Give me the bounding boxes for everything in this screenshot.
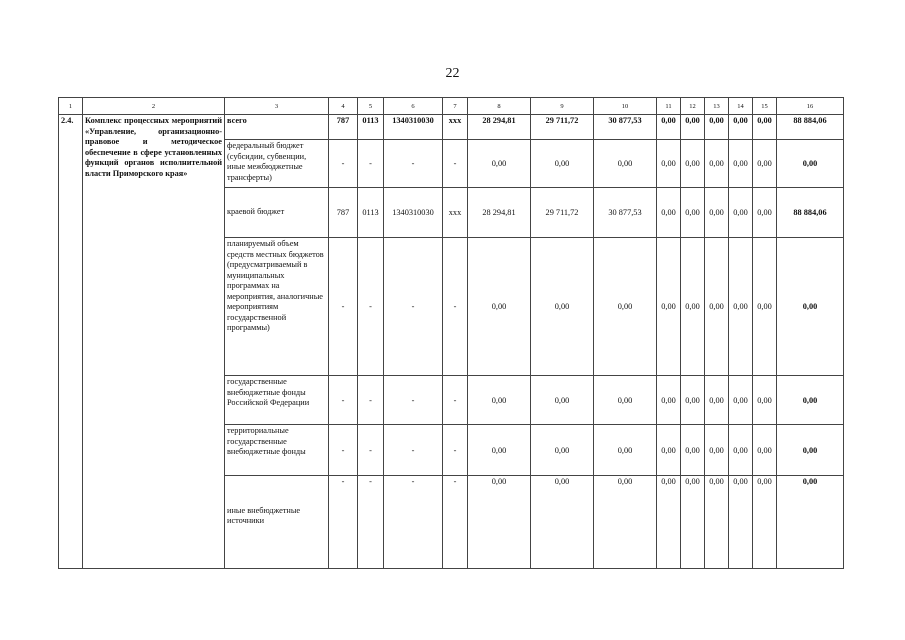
table-cell: 0,00 bbox=[777, 376, 844, 425]
item-number: 2.4. bbox=[59, 115, 83, 569]
header-row bbox=[59, 98, 844, 115]
table-cell: 0,00 bbox=[594, 376, 657, 425]
table-cell: 787 bbox=[329, 188, 358, 238]
table-cell: - bbox=[358, 476, 384, 569]
table-cell: - bbox=[358, 140, 384, 188]
table-row bbox=[59, 115, 844, 140]
table-cell: 0,00 bbox=[594, 238, 657, 376]
table-cell: 0,00 bbox=[729, 140, 753, 188]
table-cell: 0,00 bbox=[531, 425, 594, 476]
table-cell: - bbox=[384, 376, 443, 425]
table-cell: 0,00 bbox=[531, 140, 594, 188]
header-cell: 6 bbox=[384, 98, 443, 115]
table-cell: - bbox=[384, 238, 443, 376]
header-cell: 16 bbox=[777, 98, 844, 115]
table-cell: 0,00 bbox=[705, 115, 729, 140]
source-label: планируемый объем средств местных бюджетов (предусматриваемый в муниципальных программах на мероприятия, аналогичные мероприятиям государственной программы) bbox=[225, 238, 329, 376]
source-label: всего bbox=[225, 115, 329, 140]
table-cell: - bbox=[358, 425, 384, 476]
table-cell: 0,00 bbox=[729, 476, 753, 569]
table-cell: 0,00 bbox=[705, 140, 729, 188]
table-cell: 0,00 bbox=[753, 115, 777, 140]
header-cell: 9 bbox=[531, 98, 594, 115]
table-cell: 0,00 bbox=[777, 238, 844, 376]
table-cell: 0,00 bbox=[729, 425, 753, 476]
table-cell: 0,00 bbox=[705, 476, 729, 569]
source-label bbox=[225, 476, 329, 569]
table-cell: 30 877,53 bbox=[594, 188, 657, 238]
source-label: территориальные государственные внебюджетные фонды bbox=[225, 425, 329, 476]
table-cell: 0,00 bbox=[468, 238, 531, 376]
table-cell: 0,00 bbox=[594, 425, 657, 476]
table-cell: 0,00 bbox=[729, 238, 753, 376]
table-cell: 0,00 bbox=[657, 115, 681, 140]
table-cell: 0,00 bbox=[468, 425, 531, 476]
source-label-text: иные внебюджетные источники bbox=[227, 505, 301, 525]
table-cell: 0113 bbox=[358, 115, 384, 140]
table-cell: - bbox=[443, 476, 468, 569]
table-cell: 0,00 bbox=[777, 425, 844, 476]
table-cell: - bbox=[443, 140, 468, 188]
table-cell: - bbox=[358, 376, 384, 425]
header-cell: 8 bbox=[468, 98, 531, 115]
table-cell: 0,00 bbox=[681, 115, 705, 140]
table-cell: 0,00 bbox=[729, 115, 753, 140]
table-cell: 30 877,53 bbox=[594, 115, 657, 140]
table-cell: - bbox=[384, 425, 443, 476]
source-label: государственные внебюджетные фонды Российской Федерации bbox=[225, 376, 329, 425]
table-cell: 28 294,81 bbox=[468, 188, 531, 238]
item-name: Комплекс процессных мероприятий «Управление, организационно-правовое и методическое обеспечение в сфере установленных функций органов исполнительной власти Приморского края» bbox=[83, 115, 225, 569]
table-cell: - bbox=[384, 140, 443, 188]
source-label: федеральный бюджет (субсидии, субвенции, иные межбюджетные трансферты) bbox=[225, 140, 329, 188]
table-cell: 0,00 bbox=[705, 188, 729, 238]
table-cell: - bbox=[443, 238, 468, 376]
header-cell: 13 bbox=[705, 98, 729, 115]
table-cell: 0,00 bbox=[531, 476, 594, 569]
header-cell: 7 bbox=[443, 98, 468, 115]
table-cell: 0,00 bbox=[753, 188, 777, 238]
table-cell: 0,00 bbox=[777, 476, 844, 569]
header-cell: 1 bbox=[59, 98, 83, 115]
table-cell: 0,00 bbox=[681, 376, 705, 425]
table-cell: 0,00 bbox=[753, 476, 777, 569]
header-cell: 14 bbox=[729, 98, 753, 115]
table-cell: 0,00 bbox=[705, 238, 729, 376]
header-cell: 15 bbox=[753, 98, 777, 115]
table-cell: 0,00 bbox=[468, 140, 531, 188]
table-cell: xxx bbox=[443, 115, 468, 140]
table-cell: 0,00 bbox=[468, 376, 531, 425]
table-cell: 88 884,06 bbox=[777, 115, 844, 140]
table-cell: 0,00 bbox=[531, 238, 594, 376]
page-number: 22 bbox=[445, 66, 460, 81]
table-cell: 0,00 bbox=[657, 376, 681, 425]
table-cell: xxx bbox=[443, 188, 468, 238]
table-cell: 0,00 bbox=[705, 425, 729, 476]
table-cell: 0,00 bbox=[681, 188, 705, 238]
table-cell: 0,00 bbox=[729, 188, 753, 238]
table-cell: - bbox=[329, 238, 358, 376]
table-cell: - bbox=[443, 425, 468, 476]
table-cell: 1340310030 bbox=[384, 188, 443, 238]
table-cell: 0,00 bbox=[777, 140, 844, 188]
table-cell: 0,00 bbox=[657, 476, 681, 569]
table-cell: 0,00 bbox=[753, 238, 777, 376]
table-cell: 787 bbox=[329, 115, 358, 140]
table-cell: 0,00 bbox=[657, 140, 681, 188]
table-cell: - bbox=[329, 140, 358, 188]
table-cell: 0,00 bbox=[681, 140, 705, 188]
table-cell: 1340310030 bbox=[384, 115, 443, 140]
table-cell: 0113 bbox=[358, 188, 384, 238]
table-cell: 0,00 bbox=[531, 376, 594, 425]
table-cell: 29 711,72 bbox=[531, 188, 594, 238]
table-cell: 0,00 bbox=[753, 140, 777, 188]
table-cell: 0,00 bbox=[753, 376, 777, 425]
header-cell: 2 bbox=[83, 98, 225, 115]
table-cell: 0,00 bbox=[705, 376, 729, 425]
header-cell: 4 bbox=[329, 98, 358, 115]
table-cell: 28 294,81 bbox=[468, 115, 531, 140]
table-cell: 0,00 bbox=[681, 238, 705, 376]
table-cell: 0,00 bbox=[468, 476, 531, 569]
table-cell: 29 711,72 bbox=[531, 115, 594, 140]
header-cell: 11 bbox=[657, 98, 681, 115]
table-cell: 0,00 bbox=[681, 425, 705, 476]
table-cell: - bbox=[384, 476, 443, 569]
table-cell: 88 884,06 bbox=[777, 188, 844, 238]
table-cell: 0,00 bbox=[753, 425, 777, 476]
table-cell: - bbox=[329, 376, 358, 425]
table-cell: 0,00 bbox=[594, 476, 657, 569]
table-cell: 0,00 bbox=[657, 188, 681, 238]
header-cell: 3 bbox=[225, 98, 329, 115]
table-cell: 0,00 bbox=[657, 238, 681, 376]
table-cell: 0,00 bbox=[729, 376, 753, 425]
table-cell: - bbox=[329, 425, 358, 476]
table-cell: - bbox=[358, 238, 384, 376]
header-cell: 10 bbox=[594, 98, 657, 115]
table-cell: 0,00 bbox=[594, 140, 657, 188]
budget-table bbox=[58, 97, 844, 569]
header-cell: 12 bbox=[681, 98, 705, 115]
header-cell: 5 bbox=[358, 98, 384, 115]
table-cell: 0,00 bbox=[657, 425, 681, 476]
table-cell: 0,00 bbox=[681, 476, 705, 569]
table-cell: - bbox=[329, 476, 358, 569]
table-cell: - bbox=[443, 376, 468, 425]
source-label: краевой бюджет bbox=[225, 188, 329, 238]
